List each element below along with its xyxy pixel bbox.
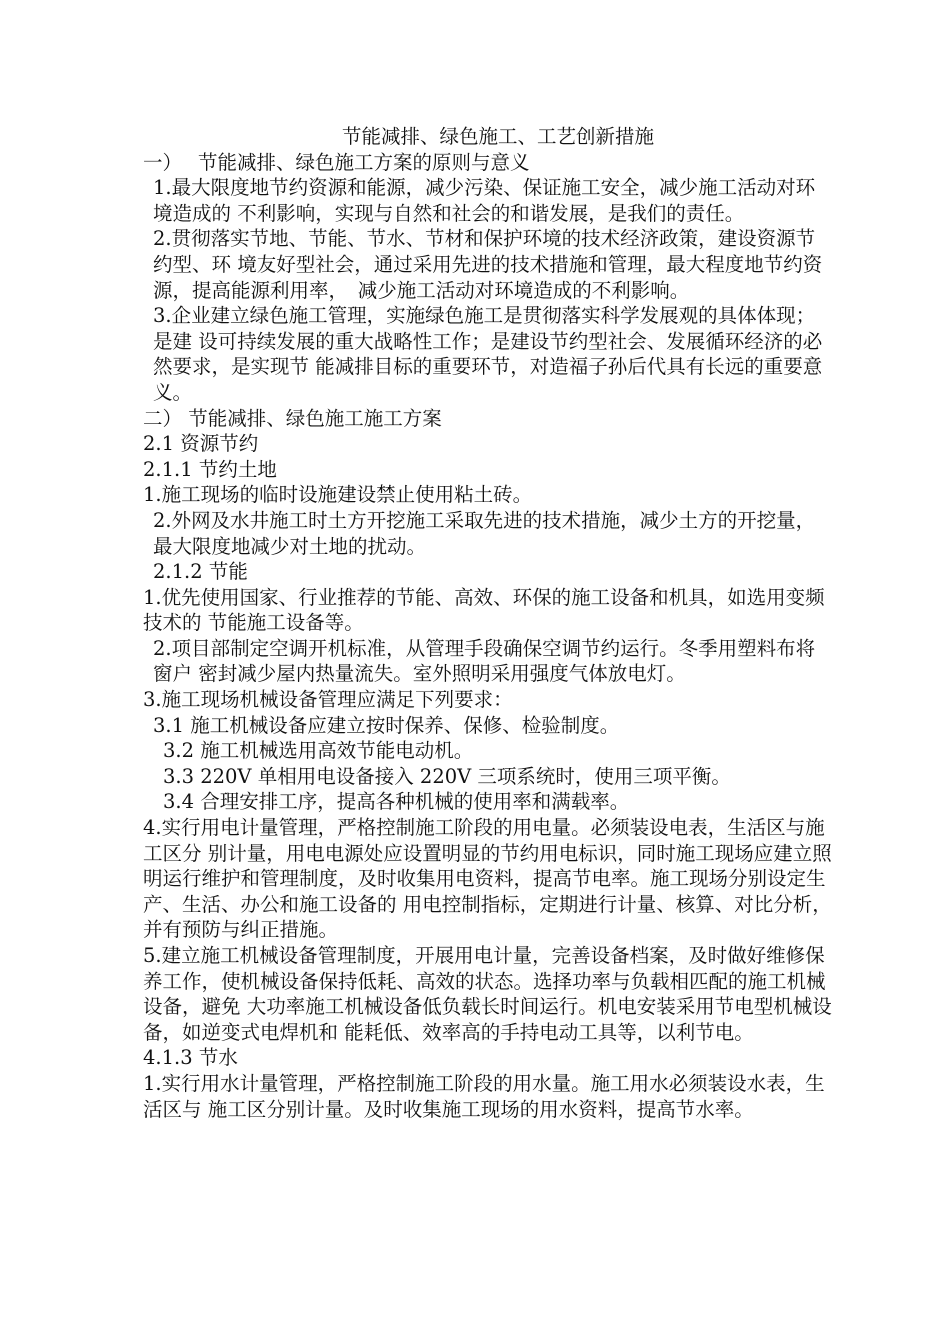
paragraph: 2.1.2 节能 [153, 560, 248, 584]
document-body [143, 150, 833, 1123]
paragraph: 二） 节能减排、绿色施工施工方案 [143, 406, 442, 430]
paragraph: 2.1.1 节约土地 [143, 457, 277, 481]
document-title: 节能减排、绿色施工、工艺创新措施 [341, 125, 654, 148]
paragraph: 一） 节能减排、绿色施工方案的原则与意义 [143, 150, 530, 174]
paragraph: 3.企业建立绿色施工管理，实施绿色施工是贯彻落实科学发展观的具体体现；是建 设可持续发展的重大战略性工作；是建设节约型社会、发展循环经济的必然要求，是实现节 能减排目标的重要环节，对造福子孙后代具有长远的重要意义。 [153, 304, 823, 404]
paragraph: 3.施工现场机械设备管理应满足下列要求： [143, 688, 513, 712]
paragraph: 3.4 合理安排工序，提高各种机械的使用率和满载率。 [163, 790, 630, 814]
paragraph: 2.项目部制定空调开机标准，从管理手段确保空调节约运行。冬季用塑料布将窗户 密封减少屋内热量流失。室外照明采用强度气体放电灯。 [153, 636, 816, 686]
paragraph: 1.施工现场的临时设施建设禁止使用粘土砖。 [143, 483, 533, 507]
paragraph: 1.实行用水计量管理，严格控制施工阶段的用水量。施工用水必须装设水表，生活区与 施工区分别计量。及时收集施工现场的用水资料，提高节水率。 [143, 1071, 825, 1121]
paragraph: 2.1 资源节约 [143, 432, 259, 456]
paragraph: 1.优先使用国家、行业推荐的节能、高效、环保的施工设备和机具，如选用变频技术的 节能施工设备等。 [143, 585, 825, 635]
paragraph: 3.2 施工机械选用高效节能电动机。 [163, 739, 474, 763]
paragraph: 2.贯彻落实节地、节能、节水、节材和保护环境的技术经济政策，建设资源节约型、环 境友好型社会，通过采用先进的技术措施和管理，最大程度地节约资源，提高能源利用率， 减少施工活动对环境造成的不利影响。 [153, 227, 823, 302]
paragraph: 3.1 施工机械设备应建立按时保养、保修、检验制度。 [153, 713, 620, 737]
paragraph: 4.实行用电计量管理，严格控制施工阶段的用电量。必须装设电表，生活区与施工区分 别计量，用电电源处应设置明显的节约用电标识，同时施工现场应建立照明运行维护和管理制度，及时收集用电资料，提高节电率。施工现场分别设定生产、生活、办公和施工设备的 用电控制指标，定期进行计量、核算、对比分析，并有预防与纠正措施。 [143, 816, 832, 942]
paragraph: 1.最大限度地节约资源和能源，减少污染、保证施工安全，减少施工活动对环境造成的 不利影响，实现与自然和社会的和谐发展，是我们的责任。 [153, 176, 816, 225]
document-page [143, 124, 833, 1122]
paragraph: 4.1.3 节水 [143, 1046, 238, 1070]
paragraph: 5.建立施工机械设备管理制度，开展用电计量，完善设备档案，及时做好维修保 养工作，使机械设备保持低耗、高效的状态。选择功率与负载相匹配的施工机械设备，避免 大功率施工机械设备低负载长时间运行。机电安装采用节电型机械设备，如逆变式电焊机和 能耗低、效率高的手持电动工具等，以利节电。 [143, 944, 832, 1044]
paragraph: 2.外网及水井施工时土方开挖施工采取先进的技术措施，减少土方的开挖量，最大限度地减少对土地的扰动。 [153, 508, 816, 558]
paragraph: 3.3 220V 单相用电设备接入 220V 三项系统时，使用三项平衡。 [163, 764, 731, 788]
